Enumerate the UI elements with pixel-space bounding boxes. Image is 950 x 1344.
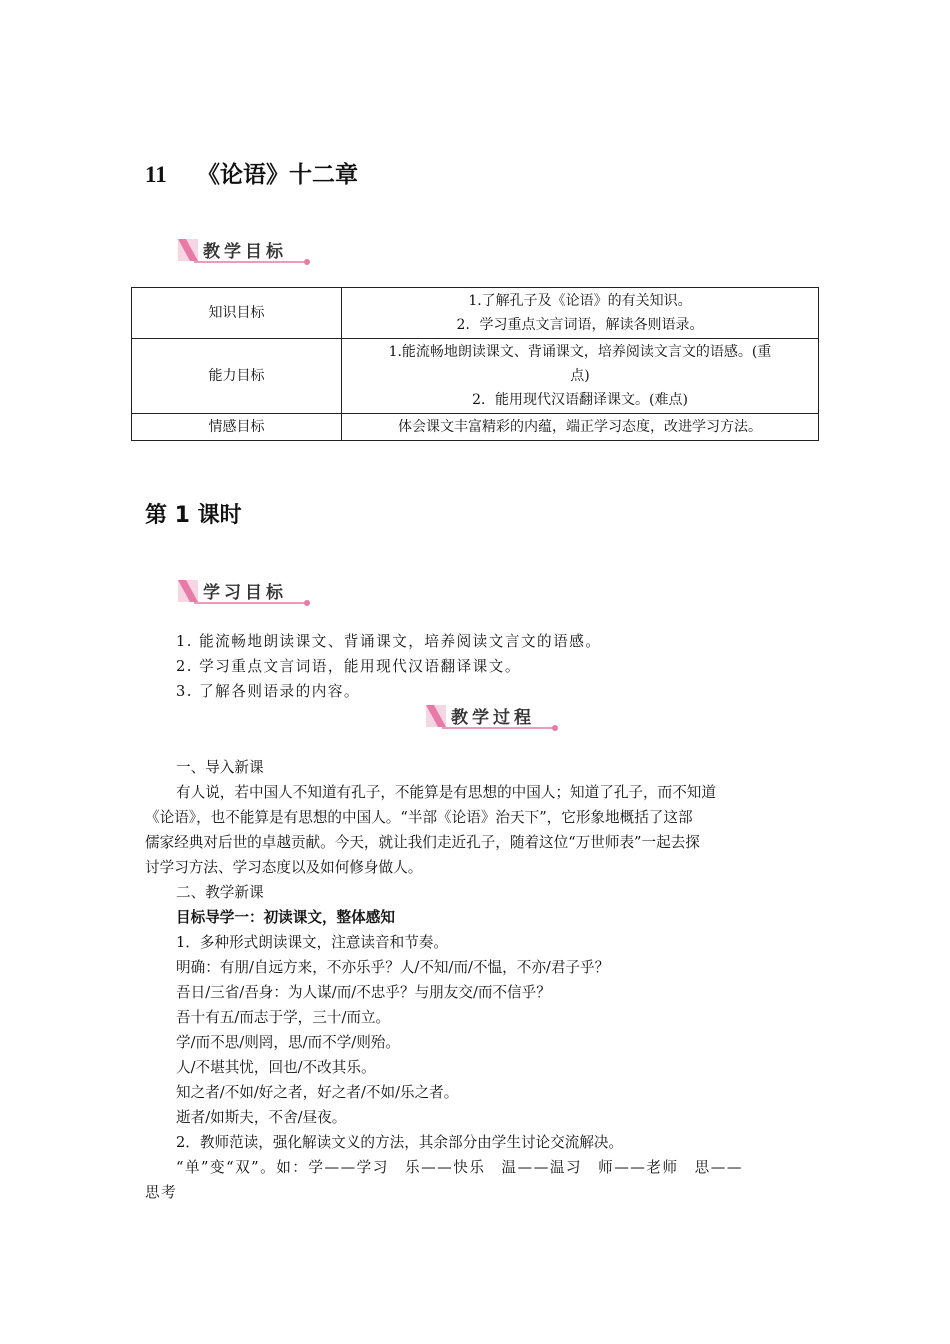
paragraph-line: 讨学习方法、学习态度以及如何修身做人。 [145, 859, 423, 876]
banner-teaching-goals [176, 235, 316, 267]
section-heading: 一、导入新课 [176, 759, 264, 776]
lesson-number: 11 [145, 162, 167, 187]
list-item: 2. 学习重点文言词语，能用现代汉语翻译课文。 [176, 658, 521, 675]
table-row [132, 288, 819, 339]
rhythm-line: 知之者/不如/好之者，好之者/不如/乐之者。 [176, 1084, 459, 1101]
objective-label: 能力目标 [132, 339, 342, 414]
objective-line: 2．学习重点文言词语，解读各则语录。 [456, 317, 704, 333]
objective-line: 1.能流畅地朗读课文、背诵课文，培养阅读文言文的语感。(重 [388, 344, 772, 360]
list-item: 3. 了解各则语录的内容。 [176, 683, 361, 700]
lesson-name: 《论语》十二章 [197, 162, 358, 188]
section-heading: 二、教学新课 [176, 884, 264, 901]
objective-content [342, 339, 819, 414]
rhythm-line: 学/而不思/则罔，思/而不学/则殆。 [176, 1034, 400, 1051]
step-line: 2．教师范读，强化解读文义的方法，其余部分由学生讨论交流解决。 [176, 1134, 624, 1151]
goal-heading: 目标导学一：初读课文，整体感知 [176, 909, 395, 926]
step-line: 1．多种形式朗读课文，注意读音和节奏。 [176, 934, 448, 951]
banner-label: 教学目标 [203, 242, 287, 262]
objectives-table [131, 287, 819, 441]
banner-label: 学习目标 [203, 583, 287, 603]
banner-label: 教学过程 [451, 708, 535, 728]
objective-content [342, 288, 819, 339]
objective-line: 2．能用现代汉语翻译课文。(难点) [472, 392, 688, 408]
paragraph-line: 儒家经典对后世的卓越贡献。今天，就让我们走近孔子，随着这位“万世师表”一起去探 [145, 834, 700, 851]
objective-line: 点) [570, 368, 590, 384]
objective-label: 情感目标 [132, 414, 342, 441]
paragraph-line: 思考 [145, 1184, 178, 1201]
paragraph-line: 《论语》，也不能算是有思想的中国人。“半部《论语》治天下”，它形象地概括了这部 [145, 809, 693, 826]
objective-label: 知识目标 [132, 288, 342, 339]
period-heading: 第 1 课时 [145, 503, 242, 528]
rhythm-line: 人/不堪其忧，回也/不改其乐。 [176, 1059, 376, 1076]
objective-line: 1.了解孔子及《论语》的有关知识。 [468, 293, 692, 309]
list-item: 1. 能流畅地朗读课文、背诵课文，培养阅读文言文的语感。 [176, 633, 602, 650]
paragraph-line: 有人说，若中国人不知道有孔子，不能算是有思想的中国人；知道了孔子，而不知道 [176, 784, 716, 801]
objective-line: 体会课文丰富精彩的内蕴，端正学习态度，改进学习方法。 [398, 419, 762, 435]
rhythm-line: 逝者/如斯夫，不舍/昼夜。 [176, 1109, 347, 1126]
rhythm-line: 吾十有五/而志于学，三十/而立。 [176, 1009, 391, 1026]
rhythm-line: 明确：有朋/自远方来，不亦乐乎？人/不知/而/不愠，不亦/君子乎？ [176, 959, 610, 976]
lesson-title [145, 156, 358, 189]
banner-teaching-process [424, 701, 564, 733]
rhythm-line: 吾日/三省/吾身：为人谋/而/不忠乎？与朋友交/而不信乎？ [176, 984, 551, 1001]
banner-learning-goals [176, 576, 316, 608]
table-row [132, 339, 819, 414]
objective-content [342, 414, 819, 441]
paragraph-line: “单”变“双”。如：学——学习 乐——快乐 温——温习 师——老师 思—— [176, 1159, 743, 1176]
table-row [132, 414, 819, 441]
